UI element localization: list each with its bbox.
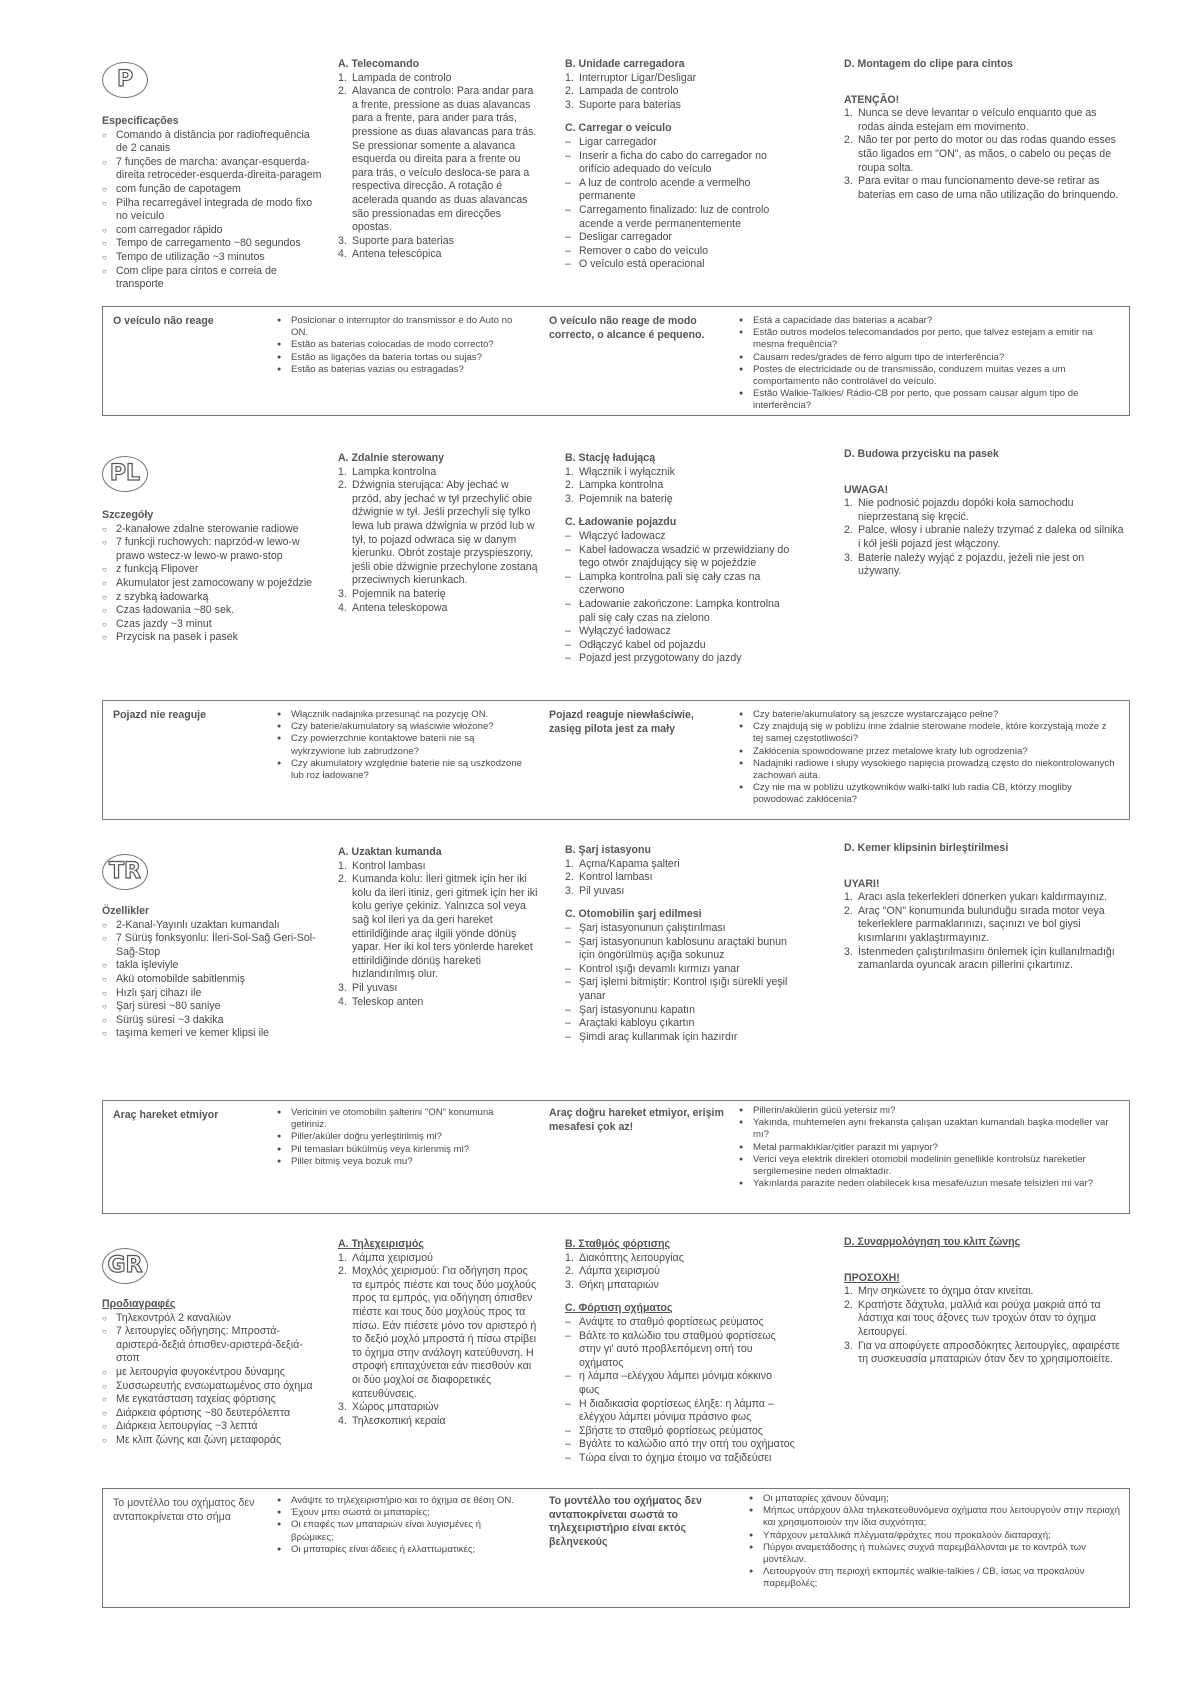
charger-item: 2. Λάμπα χειρισμού [565,1265,660,1278]
warning-item: 3. İstenmeden çalıştırılmasını önlemek için kullanılmadığı zamanlarda oyuncak aracın pillerini çıkartınız. [844,945,1115,972]
charging-step: – Βάλτε το καλώδιο του σταθμού φορτίσεως στην γι' αυτό προβλεπόμενη οπή του οχήματος [565,1330,795,1371]
belt-clip [844,842,1124,973]
language-badge: PL [102,456,148,492]
troubleshooting-box [102,306,1130,416]
specs-title: Προδιαγραφές [102,1298,176,1310]
trouble-item: ● Οι μπαταρίες είναι άδειες ή ελλαττωματικές; [277,1544,517,1556]
specs-title: Özellikler [102,905,150,917]
remote-title: A. Τηλεχειρισμός [338,1238,424,1250]
remote-item: 3. Pil yuvası [338,981,398,994]
charger-title: B. Unidade carregadora [565,58,685,70]
remote-item: 3. Pojemnik na baterię [338,587,446,600]
trouble-item: ● Postes de electricidade ou de transmissão, conduzem muitas vezes a um comportamento não controlável do veículo. [739,364,1119,388]
trouble-item: ● Pillerin/akülerin gücü yetersiz mi? [739,1105,1123,1117]
warning-item: 2. Araç "ON" konumunda bulunduğu sırada motor veya tekerleklere parmaklarınızı, saçınızı ve bol giysi kısımlarını yaklaştırmayınız. [844,904,1105,944]
warning-item: 1. Nie podnosić pojazdu dopóki koła samochodu nieprzestaną się kręcić. [844,497,1074,523]
belt-clip [844,58,1124,202]
spec-item: ○ 2-kanałowe zdalne sterowanie radiowe [102,523,322,537]
charger-item: 1. Interruptor Ligar/Desligar [565,71,697,84]
remote-item: 4. Antena teleskopowa [338,601,448,614]
trouble-item: ● Włącznik nadajnika przesunąć na pozycję ON. [277,709,527,721]
remote-item: 4. Teleskop anten [338,995,424,1008]
charger-and-charging [565,1238,795,1466]
spec-item: ○ Przycisk na pasek i pasek [102,631,322,645]
trouble-item: ● Οι επαφές των μπαταριών είναι λυγισμένες ή βρώμικες; [277,1519,517,1543]
charging-title: C. Φόρτιση οχήματος [565,1302,673,1315]
trouble-item: ● Metal parmaklıklar/çitler parazit mi yapıyor? [739,1142,1123,1154]
trouble-item: ● Piller bitmiş veya bozuk mu? [277,1156,507,1168]
trouble-item: ● Vericinin ve otomobilin şalterini "ON" konumuna getiriniz. [277,1107,507,1131]
charger-item: 1. Włącznik i wyłącznik [565,465,675,478]
spec-item: ○ Czas ładowania ~80 sek. [102,604,322,618]
troubleshooting-box [102,1488,1130,1608]
trouble-item: ● Estão Walkie-Talkies/ Rádio-CB por perto, que possam causar algum tipo de interferência? [739,388,1119,412]
warning-item: 3. Baterie należy wyjąć z pojazdu, jeżeli nie jest on używany. [844,551,1085,578]
specifications [102,905,322,1041]
trouble-item: ● Czy powierzchnie kontaktowe baterii nie są wykrzywione lub zabrudzone? [277,733,527,757]
trouble-item: ● Pil temasları bükülmüş veya kirlenmiş mi? [277,1144,507,1156]
spec-item: ○ Διάρκεια λειτουργίας ~3 λεπτά [102,1420,322,1434]
spec-item: ○ Tempo de carregamento ~80 segundos [102,237,322,251]
troubleshooting-box [102,1100,1130,1214]
charger-title: B. Stację ładującą [565,452,656,464]
trouble-label-1: Araç hareket etmiyor [113,1109,219,1121]
remote-control [338,1238,538,1428]
trouble-item: ● Υπάρχουν μεταλλικά πλέγματα/φράχτες που προκαλούν διαταραχή; [749,1530,1123,1542]
spec-item: ○ z funkcją Flipover [102,563,322,577]
spec-item: ○ Şarj süresi ~80 saniye [102,1000,322,1014]
charging-step: – Remover o cabo do veículo [565,245,795,259]
trouble-item: ● Czy baterie/akumulatory są jeszcze wystarczająco pełne? [739,709,1119,721]
charging-step: – O veículo está operacional [565,258,795,272]
specs-title: Szczegóły [102,509,154,521]
trouble-list-2 [739,709,1119,807]
spec-item: ○ 7 funções de marcha: avançar-esquerda-direita retroceder-esquerda-direita-paragem [102,156,322,183]
trouble-list-2 [739,1105,1123,1190]
trouble-item: ● Estão as baterias vazias ou estragadas? [277,364,517,376]
charging-step: – Şarj işlemi bitmiştir: Kontrol ışığı sürekli yeşil yanar [565,976,795,1003]
charger-title: B. Şarj istasyonu [565,844,651,856]
charging-step: – A luz de controlo acende a vermelho permanente [565,177,795,204]
spec-item: ○ Hızlı şarj cihazı ile [102,987,322,1001]
specs-title: Especificações [102,115,179,127]
charging-step: – Włączyć ładowacz [565,530,795,544]
spec-item: ○ com função de capotagem [102,183,322,197]
trouble-list-1 [277,1495,517,1556]
spec-item: ○ Com clipe para cintos e correia de transporte [102,265,322,292]
trouble-item: ● Έχουν μπει σωστά οι μπαταρίες; [277,1507,517,1519]
trouble-label-1: Pojazd nie reaguje [113,709,207,721]
specifications [102,509,322,645]
warning-item: 2. Palce, włosy i ubranie należy trzymać z daleka od silnika i kół jeśli pojazd jest włączony. [844,524,1124,550]
charging-step: – Ligar carregador [565,136,795,150]
charging-step: – Kontrol ışığı devamlı kırmızı yanar [565,963,795,977]
spec-item: ○ 7 Sürüş fonksyonlu: İleri-Sol-Sağ Geri-Sol-Sağ-Stop [102,932,322,959]
remote-item: 2. Kumanda kolu: İleri gitmek için her iki kolu da ileri itiniz, geri gitmek için her iki kolu geriye çekiniz. Yalnızca sol veya sağ kol ileri ya da geri hareket ettirildiğinde araç ilgili yönde dönüş yapar. Her iki kol ters yönlerde hareket ettirildiğinde dönüş hareketi hızlandırılmış olur. [338,873,538,981]
trouble-item: ● Yakında, muhtemelen aynı frekansta çalışan uzaktan kumandalı başka modeller var mı? [739,1117,1123,1141]
charging-step: – Τώρα είναι το όχημα έτοιμο να ταξιδεύσει [565,1452,795,1466]
spec-item: ○ Με εγκατάσταση ταχείας φόρτισης [102,1393,322,1407]
trouble-label-2: O veículo não reage de modo correcto, o alcance é pequeno. [549,315,705,341]
specifications [102,115,322,292]
trouble-label-2: Araç doğru hareket etmiyor, erişim mesafesi çok az! [549,1107,724,1133]
language-badge: TR [102,854,148,890]
trouble-list-1 [277,1107,507,1168]
warning-item: 2. Κρατήστε δάχτυλα, μαλλιά και ρούχα μακριά από τα λάστιχα και τους άξονες των τροχών όταν το όχημα λειτουργεί. [844,1298,1101,1338]
trouble-item: ● Estão as ligações da bateria tortas ou sujas? [277,352,517,364]
charging-step: – Şarj istasyonunun çalıştırılması [565,922,795,936]
charging-title: C. Otomobilin şarj edilmesi [565,908,702,921]
spec-item: ○ Διάρκεια φόρτισης ~80 δευτερόλεπτα [102,1407,322,1421]
language-badge: P [102,62,148,98]
trouble-item: ● Πύργοι αναμετάδοσης ή πυλώνες συχνά παρεμβάλλονται με το κοντρόλ των μοντέλων. [749,1542,1123,1566]
charging-step: – Desligar carregador [565,231,795,245]
charging-step: – η λάμπα –ελέγχου λάμπει μόνιμα κόκκινο φως [565,1370,795,1397]
spec-item: ○ Akü otomobilde sabitlenmiş [102,973,322,987]
spec-item: ○ Akumulator jest zamocowany w pojeździe [102,577,322,591]
trouble-item: ● Czy nie ma w pobliżu użytkowników walki-talki lub radia CB, którzy mogliby powodować zakłócenia? [739,782,1119,806]
remote-title: A. Zdalnie sterowany [338,452,444,464]
trouble-item: ● Estão as baterias colocadas de modo correcto? [277,339,517,351]
charger-item: 1. Διακόπτης λειτουργίας [565,1251,684,1264]
remote-title: A. Uzaktan kumanda [338,846,442,858]
trouble-label-2: Pojazd reaguje niewłaściwie, zasięg pilota jest za mały [549,709,694,735]
belt-clip [844,448,1124,579]
charger-item: 3. Pojemnik na baterię [565,492,673,505]
trouble-item: ● Zakłócenia spowodowane przez metalowe kraty lub ogrodzenia? [739,746,1119,758]
warning-title: UYARI! [844,877,880,890]
trouble-item: ● Causam redes/grades de ferro algum tipo de interferência? [739,352,1119,364]
charger-and-charging [565,844,795,1044]
warning-title: ΠΡΟΣΟΧΗ! [844,1271,900,1284]
charging-step: – Η διαδικασία φορτίσεως έληξε: η λάμπα –ελέγχου λάμπει μόνιμα πράσινο φως [565,1398,795,1425]
charging-step: – Şimdi araç kullanmak için hazırdır [565,1031,795,1045]
trouble-item: ● Yakınlarda parazite neden olabilecek kısa mesafe/uzun mesafe telsizleri mi var? [739,1178,1123,1190]
warning-item: 2. Não ter por perto do motor ou das rodas quando esses stão ligados em "ON", as mãos, o cabelo ou peças de roupa solta. [844,134,1116,174]
charger-item: 2. Lampada de controlo [565,85,679,98]
spec-item: ○ com carregador rápido [102,224,322,238]
charging-step: – Kabel ładowacza wsadzić w przewidziany do tego otwór znajdujący się w pojeździe [565,544,795,571]
clip-title: D. Συναρμολόγηση του κλιπ ζώνης [844,1236,1021,1248]
spec-item: ○ taşıma kemeri ve kemer klipsi ile [102,1027,322,1041]
charger-and-charging [565,58,795,272]
trouble-label-1: Το μοντέλλο του οχήματος δεν ανταποκρίνεται στο σήμα [113,1497,255,1523]
spec-item: ○ 7 funkcji ruchowych: naprzód-w lewo-w prawo wstecz-w lewo-w prawo-stop [102,536,322,563]
charger-item: 1. Açma/Kapama şalteri [565,857,680,870]
trouble-item: ● Μήπως υπάρχουν άλλα τηλεκατευθυνόμενα οχήματα που λειτουργούν στην περιοχή και χρησιμοποιούν την ίδια συχνότητα; [749,1505,1123,1529]
spec-item: ○ με λειτουργία φυγοκέντρου δύναμης [102,1366,322,1380]
warning-title: UWAGA! [844,483,889,496]
trouble-list-2 [749,1493,1123,1591]
trouble-item: ● Czy znajdują się w pobliżu inne zdalnie sterowane modele, które korzystają może z tej samej częstotliwości? [739,721,1119,745]
charging-step: – Lampka kontrolna pali się cały czas na czerwono [565,571,795,598]
charging-step: – Carregamento finalizado: luz de controlo acende a verde permanentemente [565,204,795,231]
trouble-item: ● Piller/aküler doğru yerleştirilmiş mi? [277,1131,507,1143]
charger-item: 2. Lampka kontrolna [565,479,664,492]
spec-item: ○ Με κλιπ ζώνης και ζώνη μεταφοράς [102,1434,322,1448]
spec-item: ○ takla işleviyle [102,959,322,973]
charging-title: C. Carregar o veículo [565,122,672,135]
remote-control [338,846,538,1009]
spec-item: ○ Συσσωρευτής ενσωματωμένος στο όχημα [102,1380,322,1394]
trouble-label-1: O veículo não reage [113,315,214,327]
trouble-item: ● Czy akumulatory względnie baterie nie są uszkodzone lub roz ładowane? [277,758,527,782]
warning-item: 1. Aracı asla tekerlekleri dönerken yukarı kaldırmayınız. [844,891,1108,904]
trouble-item: ● Λειτουργούν στη περιοχή εκπομπές walkie-talkies / CB, ίσως να προκαλούν παρεμβολές; [749,1566,1123,1590]
spec-item: ○ Czas jazdy ~3 minut [102,618,322,632]
charging-step: – Pojazd jest przygotowany do jazdy [565,652,795,666]
charger-title: B. Σταθμός φόρτισης [565,1238,670,1250]
trouble-item: ● Οι μπαταρίες χάνουν δύναμη; [749,1493,1123,1505]
remote-item: 4. Τηλεσκοπική κεραία [338,1414,446,1427]
spec-item: ○ Τηλεκοντρόλ 2 καναλιών [102,1312,322,1326]
spec-item: ○ 7 λειτουργίες οδήγησης: Μπροστά-αριστερά-δεξιά όπισθεν-αριστερά-δεξιά-στοπ [102,1325,322,1366]
clip-title: D. Budowa przycisku na pasek [844,448,999,460]
trouble-item: ● Ανάψτε το τηλεχειριστήριο και το όχημα σε θέση ON. [277,1495,517,1507]
charging-title: C. Ładowanie pojazdu [565,516,677,529]
language-badge: GR [102,1248,148,1284]
charger-item: 3. Θήκη μπαταριών [565,1278,659,1291]
remote-control [338,58,538,262]
warning-item: 1. Nunca se deve levantar o veículo enquanto que as rodas ainda estejam em movimento. [844,107,1097,133]
charger-item: 2. Kontrol lambası [565,871,653,884]
warning-item: 3. Para evitar o mau funcionamento deve-se retirar as baterias em caso de uma não utilização do brinquendo. [844,175,1119,201]
remote-title: A. Telecomando [338,58,420,70]
trouble-item: ● Czy baterie/akumulatory są właściwie włożone? [277,721,527,733]
charger-item: 3. Pil yuvası [565,884,625,897]
trouble-label-2: Το μοντέλλο του οχήματος δεν ανταποκρίνεται σωστά το τηλεχειριστήριο είναι εκτός βεληνεκούς [549,1495,702,1548]
remote-item: 1. Lampada de controlo [338,71,452,84]
trouble-list-1 [277,315,517,376]
spec-item: ○ 2-Kanal-Yayınlı uzaktan kumandalı [102,919,322,933]
trouble-item: ● Nadajniki radiowe i słupy wysokiego napięcia prowadzą często do niekontrolowanych zachowań auta. [739,758,1119,782]
clip-title: D. Kemer klipsinin birleştirilmesi [844,842,1009,854]
troubleshooting-box [102,700,1130,820]
spec-item: ○ z szybką ładowarką [102,591,322,605]
trouble-list-1 [277,709,527,782]
remote-item: 4. Antena telescópica [338,248,442,261]
charging-step: – Odłączyć kabel od pojazdu [565,639,795,653]
charging-step: – Şarj istasyonunu kapatın [565,1004,795,1018]
trouble-item: ● Verici veya elektrik direkleri otomobil modelinin genellikle kontrolsüz hareketler sergilemesine neden olmaktadır. [739,1154,1123,1178]
charging-step: – Ładowanie zakończone: Lampka kontrolna pali się cały czas na zielono [565,598,795,625]
remote-item: 2. Dźwignia sterująca: Aby jechać w przód, aby jechać w tył przechylić obie dźwignie w tył. Jeśli przechyli się tylko lewa lub prawa dźwignia w przód lub w tył, to pojazd odwraca się w danym kierunku. Obrót zostaje przyspieszony, jeśli obie dźwignie przechylone zostaną przeciwnych kierunkach. [338,479,538,587]
belt-clip [844,1236,1124,1367]
remote-item: 1. Λάμπα χειρισμού [338,1251,433,1264]
charging-step: – Ανάψτε το σταθμό φορτίσεως ρεύματος [565,1316,795,1330]
trouble-list-2 [739,315,1119,413]
charging-step: – Inserir a ficha do cabo do carregador no orifício adequado do veículo [565,150,795,177]
remote-item: 3. Suporte para baterias [338,234,454,247]
charging-step: – Σβήστε το σταθμό φορτίσεως ρεύματος [565,1425,795,1439]
specifications [102,1298,322,1448]
spec-item: ○ Sürüş süresi ~3 dakika [102,1014,322,1028]
spec-item: ○ Tempo de utilização ~3 minutos [102,251,322,265]
trouble-item: ● Posicionar o interruptor do transmissor e do Auto no ON. [277,315,517,339]
warning-item: 3. Για να αποφύγετε απροσδόκητες λειτουργίες, αφαιρέστε τη συσκευασία μπαταριών όταν δεν το χρησιμοποιείτε. [844,1339,1120,1366]
warning-item: 1. Μην σηκώνετε το όχημα όταν κινείται. [844,1285,1034,1298]
charger-item: 3. Suporte para baterias [565,98,681,111]
spec-item: ○ Comando à distância por radiofrequência de 2 canais [102,129,322,156]
spec-item: ○ Pilha recarregável integrada de modo fixo no veículo [102,197,322,224]
trouble-item: ● Estão outros modelos telecomandados por perto, que talvez estejam a emitir na mesma frequência? [739,327,1119,351]
remote-item: 2. Alavanca de controlo: Para andar para a frente, pressione as duas alavancas para a frente, para ander para trás, pressione as duas alavancas para trás. Se pressionar somente a alavanca esquerda ou direita para a frente ou para trás, o veículo desloca-se para a respectiva direcção. A rotação é acelerada quando as duas alavancas são pressionadas em direcções opostas. [338,85,537,234]
remote-item: 1. Lampka kontrolna [338,465,437,478]
charging-step: – Wyłączyć ładowacz [565,625,795,639]
charging-step: – Βγάλτε το καλώδιο από την οπή του οχήματος [565,1438,795,1452]
remote-item: 2. Μοχλός χειρισμού: Για οδήγηση προς τα εμπρός πιέστε και τους δύο μοχλούς προς τα εμπρός, για οδήγηση όπισθεν πιέστε και τους δύο μοχλούς προς τα πίσω. Εάν πιέσετε μόνο τον αριστερό ή το δεξιό μοχλό μπροστά ή πίσω στρίβει το όχημα στην ανάλογη κατεύθυνση. Η στροφή επιταχύνεται εάν πιεσθούν και οι δύο μοχλοί σε διαφορετικές κατευθύνσεις. [338,1265,537,1400]
remote-item: 1. Kontrol lambası [338,859,426,872]
charging-step: – Şarj istasyonunun kablosunu araçtaki bunun için öngörülmüş açığa sokunuz [565,936,795,963]
charging-step: – Araçtaki kabloyu çıkartın [565,1017,795,1031]
trouble-item: ● Está a capacidade das baterias a acabar? [739,315,1119,327]
clip-title: D. Montagem do clipe para cintos [844,58,1013,70]
remote-control [338,452,538,615]
remote-item: 3. Χώρος μπαταριών [338,1401,439,1414]
charger-and-charging [565,452,795,666]
warning-title: ATENÇÃO! [844,93,900,106]
